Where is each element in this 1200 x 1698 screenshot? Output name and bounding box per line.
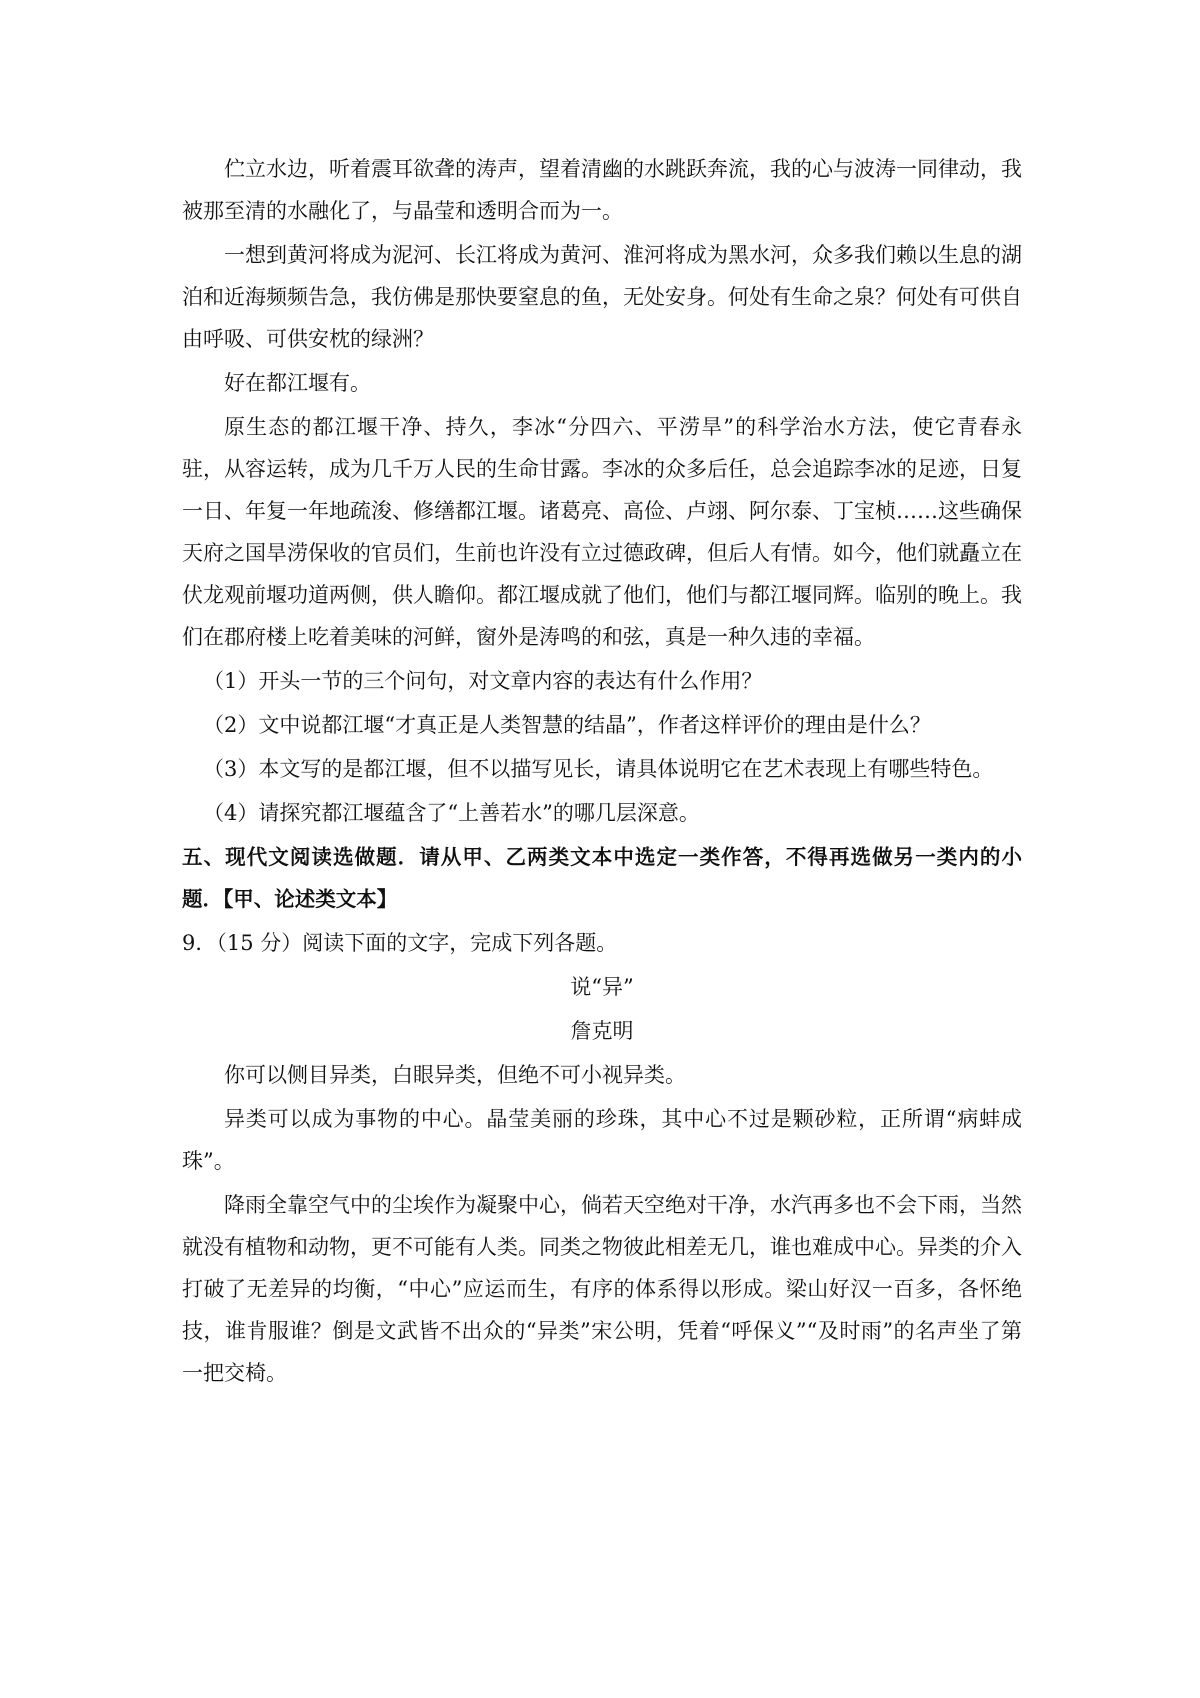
- question-2: （2）文中说都江堰“才真正是人类智慧的结晶”，作者这样评价的理由是什么？: [203, 713, 931, 737]
- passage-paragraph: 伫立水边，听着震耳欲聋的涛声，望着清幽的水跳跃奔流，我的心与波涛一同律动，我被那至清的水融化了，与晶莹和透明合而为一。: [182, 157, 1022, 223]
- question-9-prompt: 9．（15 分）阅读下面的文字，完成下列各题。: [182, 931, 618, 955]
- article-paragraph: 降雨全靠空气中的尘埃作为凝聚中心，倘若天空绝对干净，水汽再多也不会下雨，当然就没有植物和动物，更不可能有人类。同类之物彼此相差无几，谁也难成中心。异类的介入打破了无差异的均衡，“中心”应运而生，有序的体系得以形成。梁山好汉一百多，各怀绝技，谁肯服谁？倒是文武皆不出众的“异类”宋公明，凭着“呼保义”“及时雨”的名声坐了第一把交椅。: [182, 1193, 1022, 1385]
- article-title: 说“异”: [570, 975, 634, 999]
- passage-paragraph: 一想到黄河将成为泥河、长江将成为黄河、淮河将成为黑水河，众多我们赖以生息的湖泊和近海频频告急，我仿佛是那快要窒息的鱼，无处安身。何处有生命之泉？何处有可供自由呼吸、可供安枕的绿洲？: [182, 243, 1022, 351]
- question-4: （4）请探究都江堰蕴含了“上善若水”的哪几层深意。: [203, 801, 700, 825]
- article-paragraph: 异类可以成为事物的中心。晶莹美丽的珍珠，其中心不过是颗砂粒，正所谓“病蚌成珠”。: [182, 1107, 1022, 1173]
- passage-paragraph: 原生态的都江堰干净、持久，李冰“分四六、平涝旱”的科学治水方法，使它青春永驻，从容运转，成为几千万人民的生命甘露。李冰的众多后任，总会追踪李冰的足迹，日复一日、年复一年地疏浚、修缮都江堰。诸葛亮、高俭、卢翊、阿尔泰、丁宝桢……这些确保天府之国旱涝保收的官员们，生前也许没有立过德政碑，但后人有情。如今，他们就矗立在伏龙观前堰功道两侧，供人瞻仰。都江堰成就了他们，他们与都江堰同辉。临别的晚上。我们在郡府楼上吃着美味的河鲜，窗外是涛鸣的和弦，真是一种久违的幸福。: [182, 415, 1022, 649]
- passage-paragraph: 好在都江堰有。: [224, 371, 371, 395]
- question-1: （1）开头一节的三个问句，对文章内容的表达有什么作用？: [203, 669, 763, 693]
- question-3: （3）本文写的是都江堰，但不以描写见长，请具体说明它在艺术表现上有哪些特色。: [203, 757, 994, 781]
- article-author: 詹克明: [570, 1019, 634, 1043]
- section-heading: 五、现代文阅读选做题．请从甲、乙两类文本中选定一类作答，不得再选做另一类内的小题．【甲、论述类文本】: [182, 845, 1022, 911]
- document-page: [182, 148, 1022, 1394]
- article-paragraph: 你可以侧目异类，白眼异类，但绝不可小视异类。: [224, 1063, 686, 1087]
